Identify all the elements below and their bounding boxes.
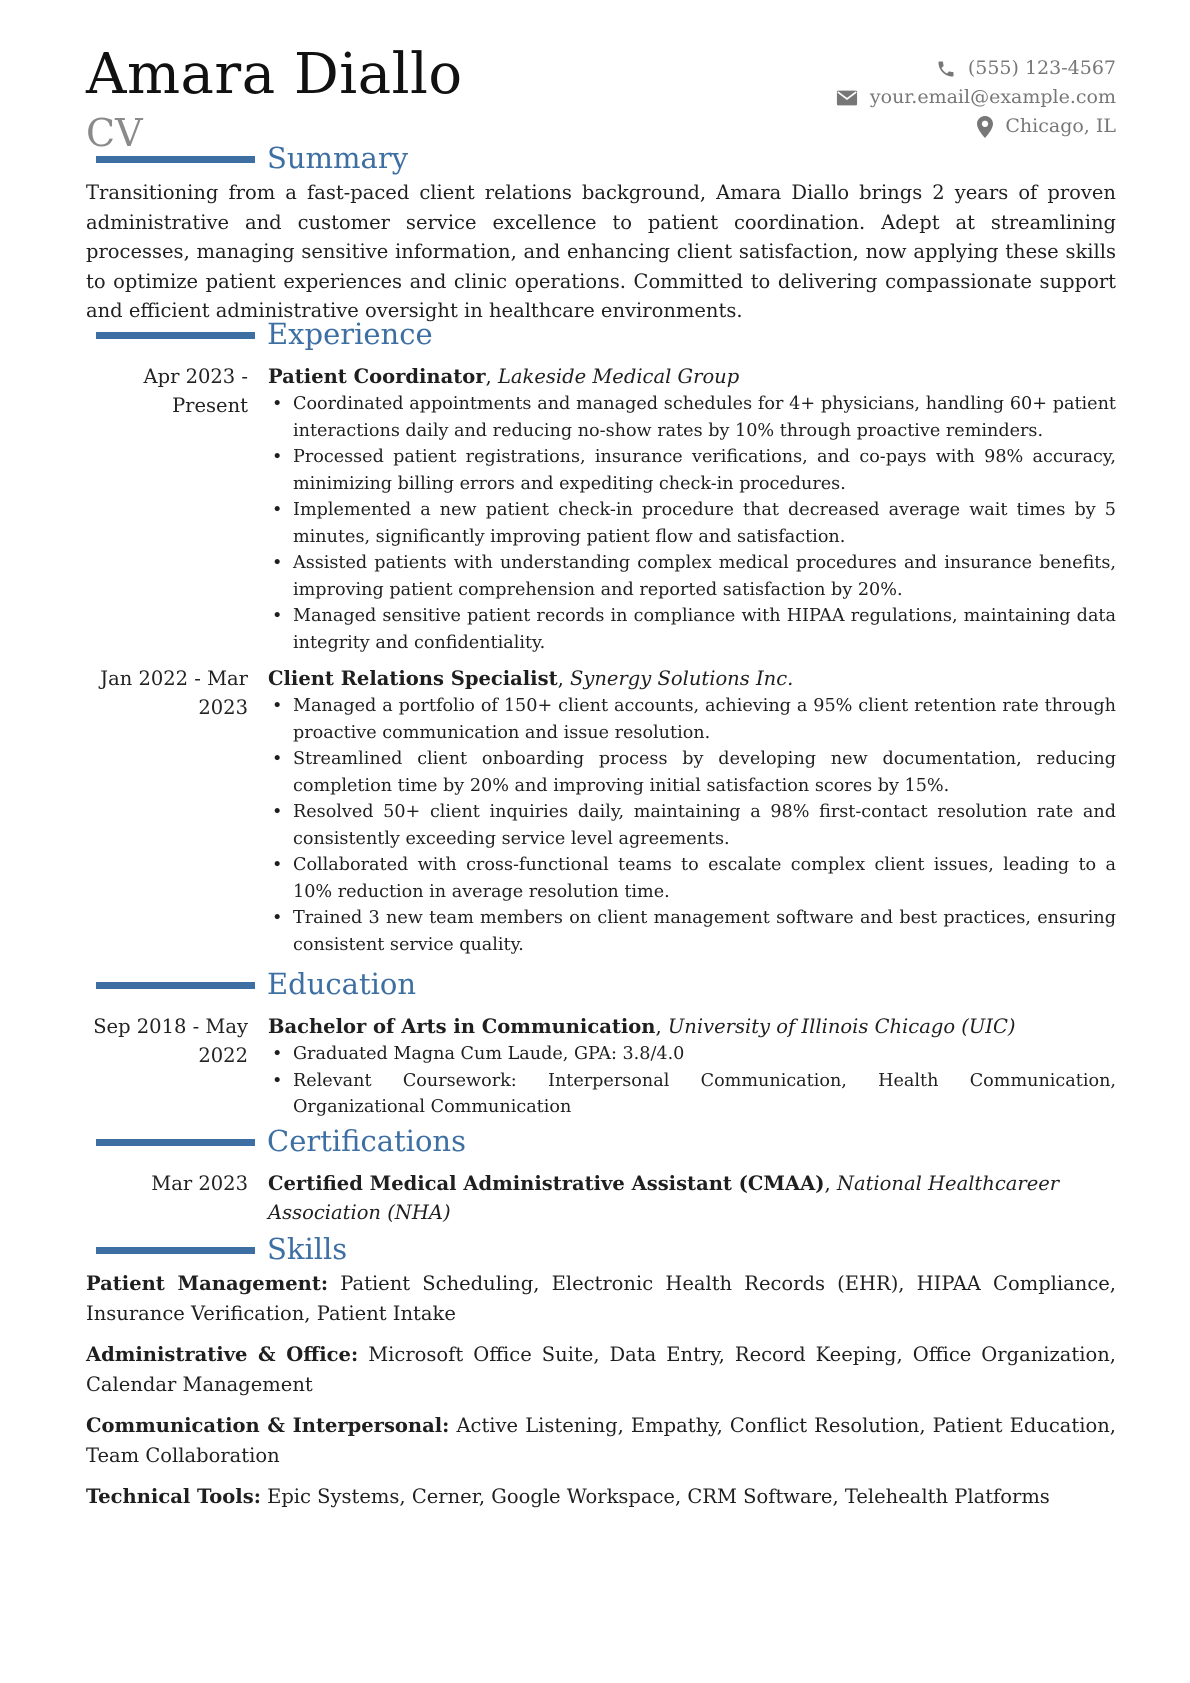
email-text[interactable]: your.email@example.com	[869, 86, 1116, 108]
entry-body	[268, 1169, 1116, 1227]
entry-date: Mar 2023	[151, 1172, 248, 1195]
entry-date: Sep 2018 - May 2022	[93, 1015, 248, 1067]
location-text: Chicago, IL	[1005, 115, 1116, 137]
candidate-name: Amara Diallo	[86, 42, 463, 107]
bullet-item: • Streamlined client onboarding process by developing new documentation, reducing completion time by 20% and improving initial satisfaction scores by 15%.	[268, 746, 1116, 799]
section-title: Education	[267, 967, 417, 1001]
bullet-item: • Managed sensitive patient records in compliance with HIPAA regulations, maintaining data integrity and confidentiality.	[268, 603, 1116, 656]
section-title: Certifications	[267, 1124, 466, 1158]
document-subtitle: CV	[86, 111, 143, 155]
entry	[86, 664, 1116, 958]
education-section	[86, 968, 1116, 1121]
phone-text[interactable]: (555) 123-4567	[967, 57, 1116, 79]
summary-section	[86, 142, 1116, 326]
skill-list-text: Microsoft Office Suite, Data Entry, Record Keeping, Office Organization, Calendar Management	[86, 1343, 1116, 1396]
entry-role: Patient Coordinator	[268, 365, 486, 388]
bullet-item: • Implemented a new patient check-in procedure that decreased average wait times by 5 minutes, significantly improving patient flow and satisfaction.	[268, 497, 1116, 550]
skill-category: Patient Management:	[86, 1272, 329, 1295]
map-pin-icon	[977, 116, 993, 138]
contact-email	[836, 83, 1116, 112]
skill-category: Administrative & Office:	[86, 1343, 359, 1366]
entry-bullets	[268, 391, 1116, 656]
entry-organization: National Healthcareer Association (NHA)	[268, 1172, 1060, 1224]
entry-organization: Synergy Solutions Inc.	[569, 667, 794, 690]
entry-role: Client Relations Specialist	[268, 667, 558, 690]
education-list	[86, 1012, 1116, 1121]
section-divider	[96, 982, 255, 989]
certifications-list	[86, 1169, 1116, 1227]
entry-bullets	[268, 1041, 1116, 1121]
contact-location	[836, 112, 1116, 141]
section-divider	[96, 1139, 255, 1146]
entry-role: Certified Medical Administrative Assistant (CMAA)	[268, 1172, 825, 1195]
summary-text: Transitioning from a fast-paced client relations background, Amara Diallo brings 2 years of proven administrative and customer service excellence to patient coordination. Adept at streamlining processes, managing sensitive information, and enhancing client satisfaction, now applying these skills to optimize patient experiences and clinic operations. Committed to delivering compassionate support and efficient administrative oversight in healthcare environments.	[86, 181, 1116, 322]
entry-heading: Patient Coordinator, Lakeside Medical Group	[268, 365, 740, 388]
entry-role: Bachelor of Arts in Communication	[268, 1015, 656, 1038]
bullet-item: • Coordinated appointments and managed schedules for 4+ physicians, handling 60+ patient interactions daily and reducing no-show rates by 10% through proactive reminders.	[268, 391, 1116, 444]
entry-heading: Certified Medical Administrative Assistant (CMAA), National Healthcareer Association (NHA)	[268, 1172, 1060, 1224]
section-title: Skills	[267, 1232, 348, 1266]
skill-row	[86, 1411, 1116, 1470]
bullet-item: • Graduated Magna Cum Laude, GPA: 3.8/4.0	[268, 1041, 1116, 1068]
entry-organization: University of Illinois Chicago (UIC)	[667, 1015, 1016, 1038]
entry-bullets	[268, 693, 1116, 958]
skill-category: Technical Tools:	[86, 1485, 261, 1508]
envelope-icon	[836, 89, 858, 107]
bullet-item: • Relevant Coursework: Interpersonal Communication, Health Communication, Organizational Communication	[268, 1068, 1116, 1121]
experience-section	[86, 318, 1116, 958]
skill-row	[86, 1482, 1116, 1512]
entry-body	[268, 664, 1116, 958]
bullet-item: • Assisted patients with understanding complex medical procedures and insurance benefits, improving patient comprehension and reported satisfaction by 20%.	[268, 550, 1116, 603]
bullet-item: • Collaborated with cross-functional teams to escalate complex client issues, leading to a 10% reduction in average resolution time.	[268, 852, 1116, 905]
certifications-section	[86, 1125, 1116, 1227]
skill-row	[86, 1269, 1116, 1328]
bullet-item: • Processed patient registrations, insurance verifications, and co-pays with 98% accuracy, minimizing billing errors and expediting check-in procedures.	[268, 444, 1116, 497]
skills-list	[86, 1269, 1116, 1512]
experience-list	[86, 362, 1116, 958]
section-divider	[96, 332, 255, 339]
entry-heading: Client Relations Specialist, Synergy Solutions Inc.	[268, 667, 794, 690]
skill-list-text: Active Listening, Empathy, Conflict Resolution, Patient Education, Team Collaboration	[86, 1414, 1116, 1467]
entry-heading: Bachelor of Arts in Communication, University of Illinois Chicago (UIC)	[268, 1015, 1016, 1038]
skill-row	[86, 1340, 1116, 1399]
contact-phone	[836, 54, 1116, 83]
bullet-item: • Managed a portfolio of 150+ client accounts, achieving a 95% client retention rate through proactive communication and issue resolution.	[268, 693, 1116, 746]
section-title: Summary	[267, 141, 409, 175]
entry	[86, 362, 1116, 656]
bullet-item: • Trained 3 new team members on client management software and best practices, ensuring consistent service quality.	[268, 905, 1116, 958]
entry-body	[268, 1012, 1116, 1121]
skill-list-text: Epic Systems, Cerner, Google Workspace, CRM Software, Telehealth Platforms	[267, 1485, 1050, 1508]
skills-section	[86, 1233, 1116, 1524]
bullet-item: • Resolved 50+ client inquiries daily, maintaining a 98% first-contact resolution rate and consistently exceeding service level agreements.	[268, 799, 1116, 852]
skill-category: Communication & Interpersonal:	[86, 1414, 450, 1437]
section-title: Experience	[267, 317, 433, 351]
entry	[86, 1169, 1116, 1227]
entry-date: Apr 2023 - Present	[143, 365, 248, 417]
entry-date: Jan 2022 - Mar 2023	[100, 667, 248, 719]
entry	[86, 1012, 1116, 1121]
section-divider	[96, 1247, 255, 1254]
skill-list-text: Patient Scheduling, Electronic Health Records (EHR), HIPAA Compliance, Insurance Verification, Patient Intake	[86, 1272, 1116, 1325]
section-divider	[96, 156, 255, 163]
phone-icon	[936, 59, 956, 79]
contact-block	[836, 54, 1116, 141]
entry-body	[268, 362, 1116, 656]
entry-organization: Lakeside Medical Group	[497, 365, 740, 388]
